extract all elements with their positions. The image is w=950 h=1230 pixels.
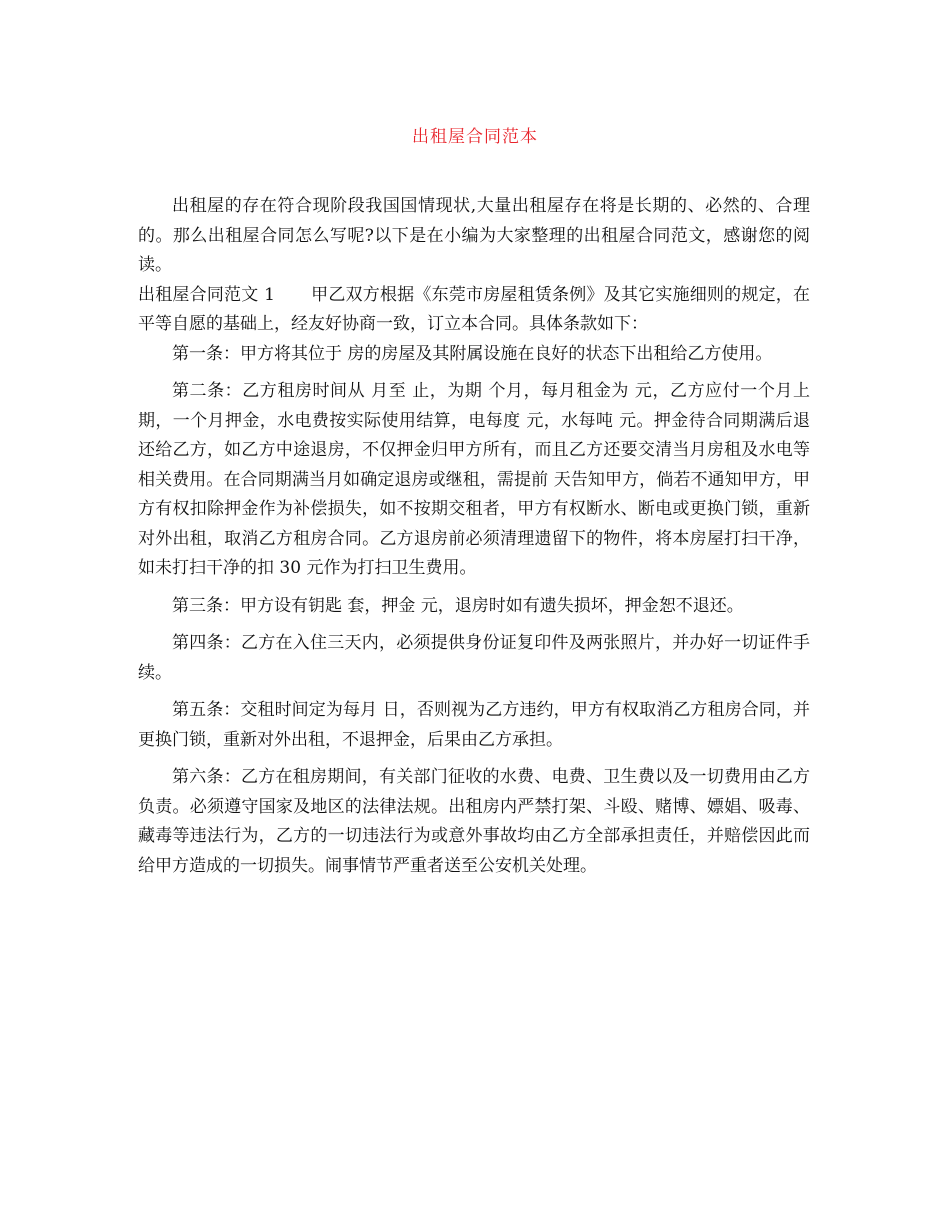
clause-1: 第一条：甲方将其位于 房的房屋及其附属设施在良好的状态下出租给乙方使用。 xyxy=(172,343,773,364)
clause-2: 第二条：乙方租房时间从 月至 止，为期 个月，每月租金为 元，乙方应付一个月上期，一个月押金，水电费按实际使用结算，电每度 元，水每吨 元。押金待合同期满后退还给乙方，如乙方中途退房，不仅押金归甲方所有，而且乙方还要交清当月房租及水电等相关费用。在合同期满当月如确定退房或继租，需提前 天告知甲方，倘若不通知甲方，甲方有权扣除押金作为补偿损失，如不按期交租者，甲方有权断水、断电或更换门锁，重新对外出租，取消乙方租房合同。乙方退房前必须清理遗留下的物件，将本房屋打扫干净，如未打扫干净的扣 30 元作为打扫卫生费用。 xyxy=(138,381,810,578)
intro-paragraph: 出租屋的存在符合现阶段我国国情现状,大量出租屋存在将是长期的、必然的、合理的。那么出租屋合同怎么写呢?以下是在小编为大家整理的出租屋合同范文，感谢您的阅读。 xyxy=(138,196,810,275)
clause-3: 第三条：甲方设有钥匙 套，押金 元，退房时如有遗失损坏，押金恕不退还。 xyxy=(172,595,744,616)
sample-preamble: 甲乙双方根据《东莞市房屋租赁条例》及其它实施细则的规定，在平等自愿的基础上，经友好协商一致，订立本合同。具体条款如下： xyxy=(138,284,810,334)
document-title: 出租屋合同范本 xyxy=(412,127,538,147)
clause-6: 第六条：乙方在租房期间，有关部门征收的水费、电费、卫生费以及一切费用由乙方负责。必须遵守国家及地区的法律法规。出租房内严禁打架、斗殴、赌博、嫖娼、吸毒、藏毒等违法行为，乙方的一切违法行为或意外事故均由乙方全部承担责任，并赔偿因此而给甲方造成的一切损失。闹事情节严重者送至公安机关处理。 xyxy=(138,767,810,876)
document-body xyxy=(138,192,810,881)
clause-4: 第四条：乙方在入住三天内，必须提供身份证复印件及两张照片，并办好一切证件手续。 xyxy=(138,633,810,683)
sample-paragraph xyxy=(138,281,810,340)
clause-5: 第五条：交租时间定为每月 日，否则视为乙方违约，甲方有权取消乙方租房合同，并更换门锁，重新对外出租，不退押金，后果由乙方承担。 xyxy=(138,700,810,750)
sample-heading: 出租屋合同范文 1 xyxy=(138,284,275,305)
